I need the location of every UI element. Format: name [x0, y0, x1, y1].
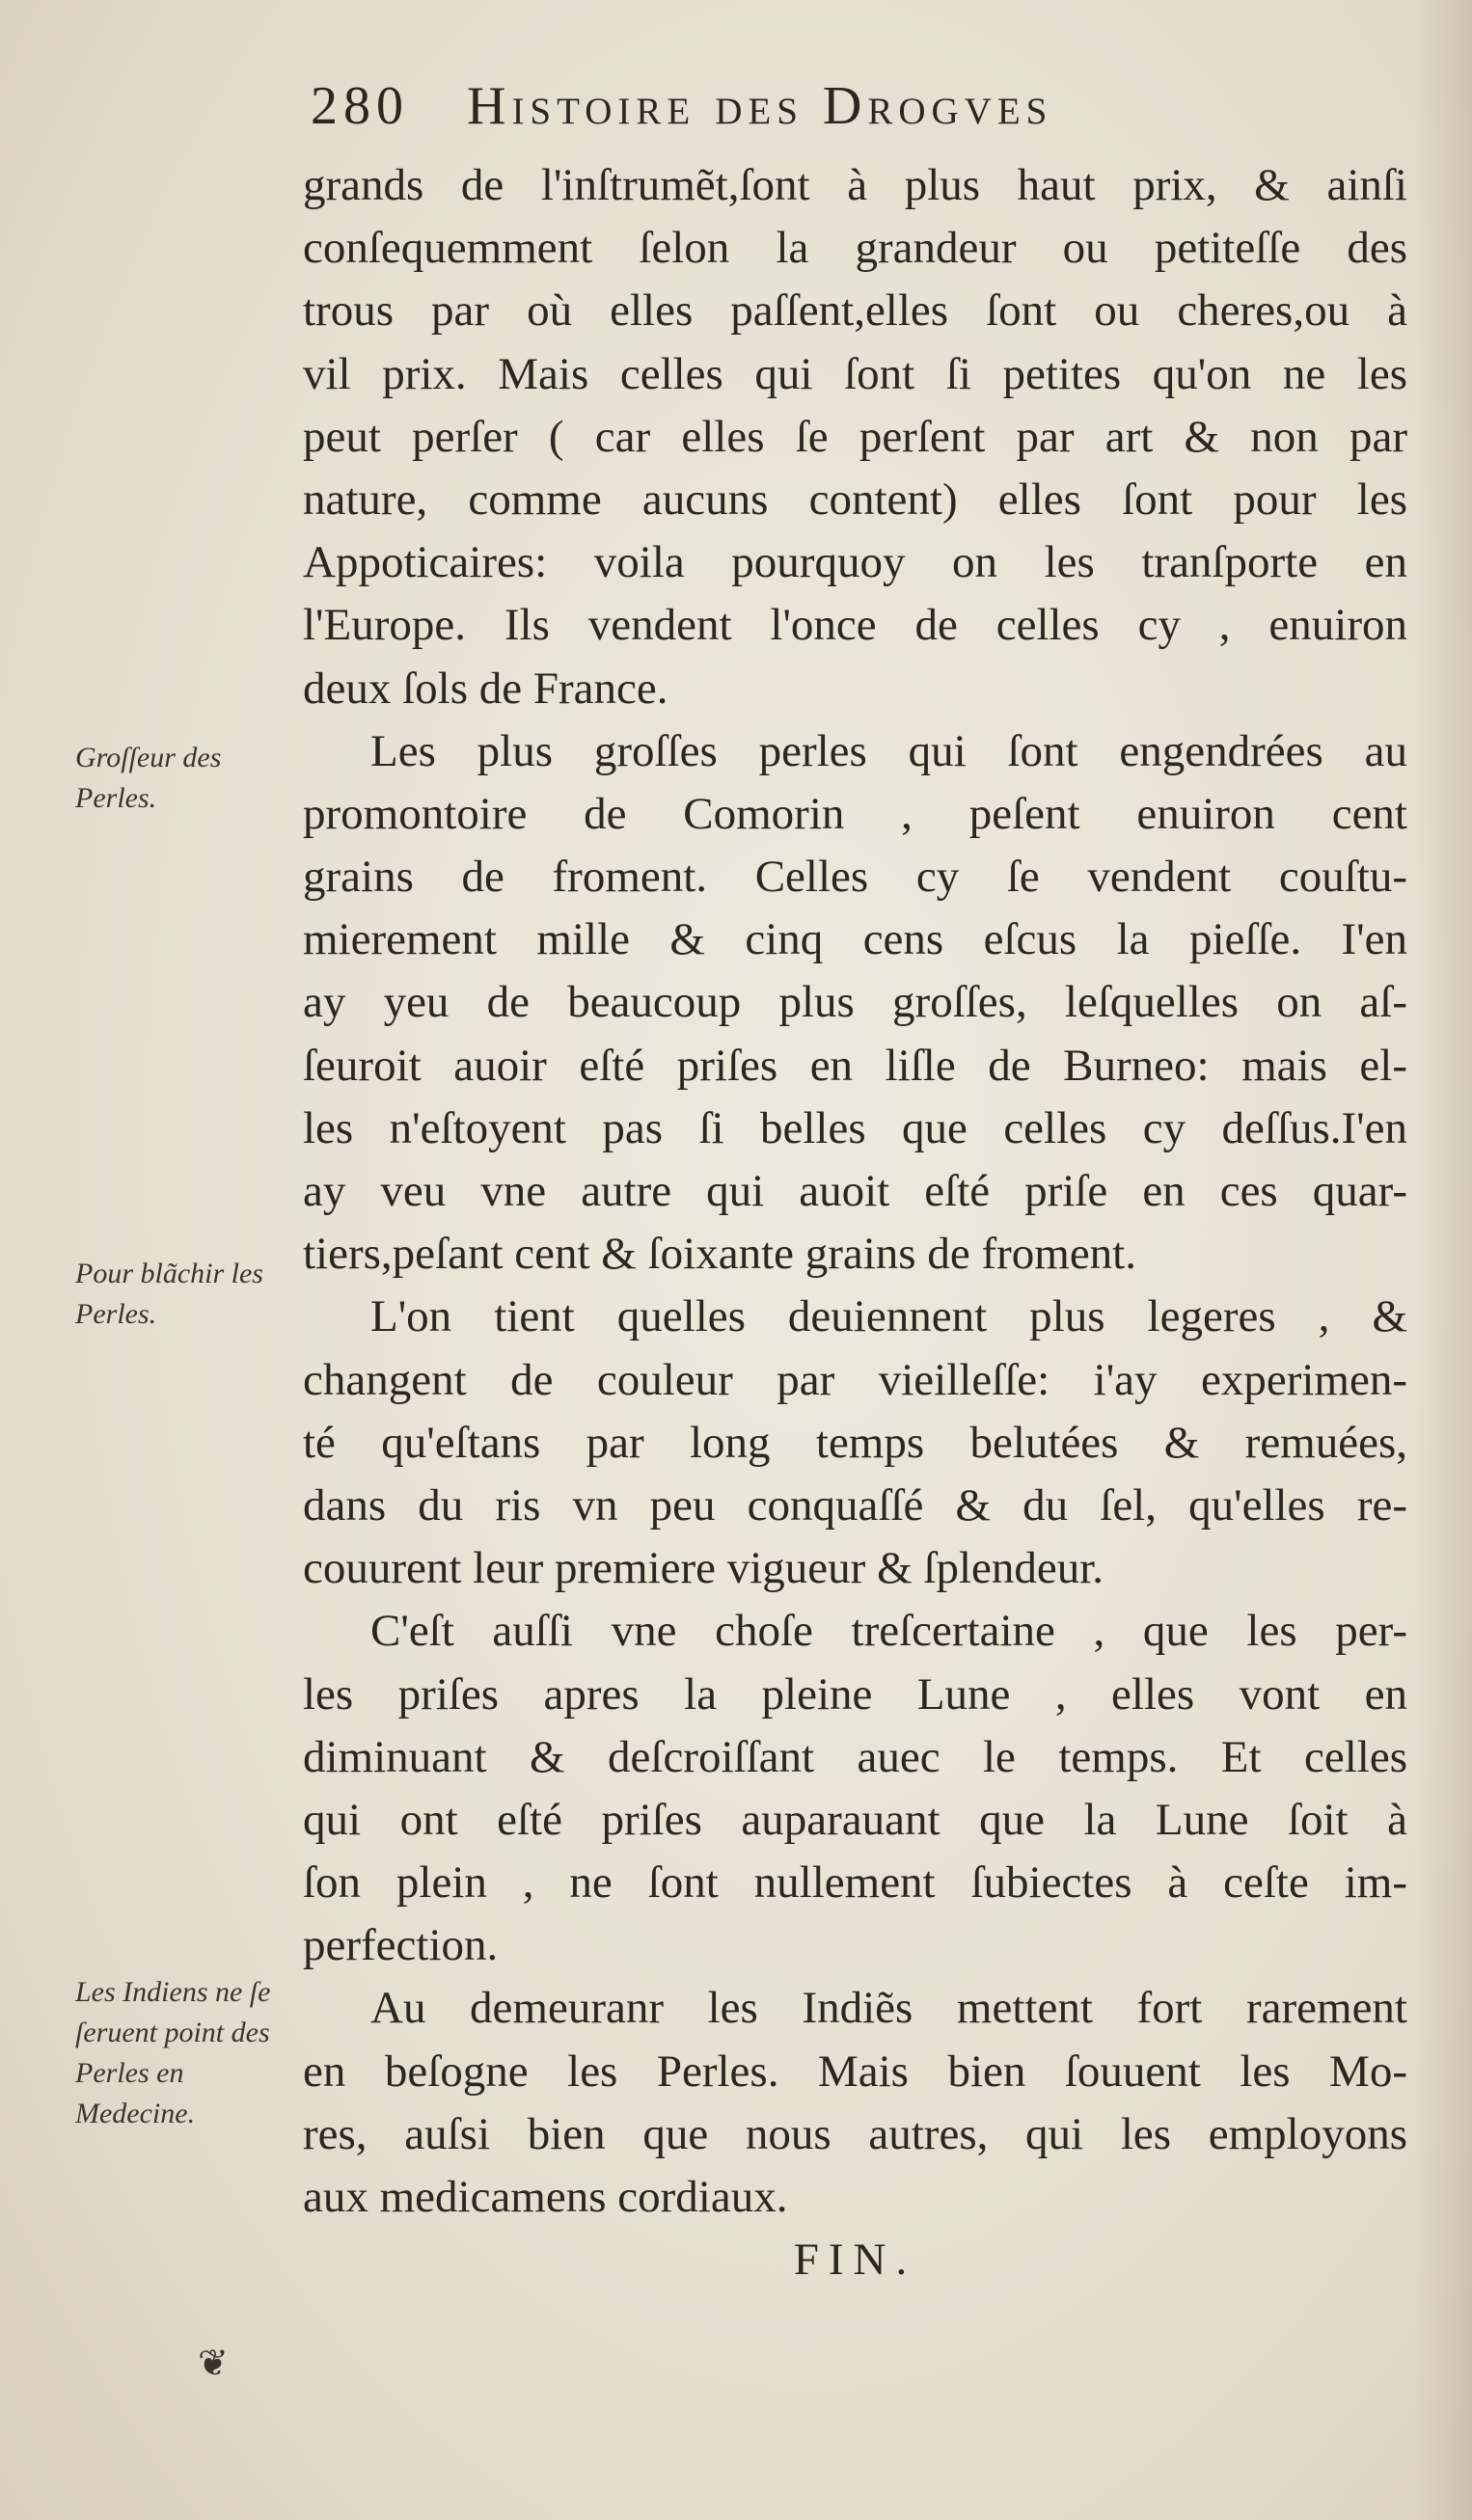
text-line: diminuant & deſcroiſſant auec le temps. Et celles	[303, 1731, 1407, 1782]
page-number: 280	[311, 76, 409, 136]
text-line: nature, comme aucuns content) elles ſont pour les	[303, 474, 1407, 525]
text-line: Au demeuranr les Indiẽs mettent fort rarement	[370, 1983, 1407, 2034]
text-line: ſon plein , ne ſont nullement ſubiectes à ceſte im-	[303, 1857, 1407, 1909]
text-line: ſeuroit auoir eſté priſes en liſle de Burneo: mais el-	[303, 1040, 1407, 1091]
text-line: perfection.	[303, 1920, 499, 1971]
text-line: ay veu vne autre qui auoit eſté priſe en ces quar-	[303, 1166, 1407, 1216]
text-line: tiers,peſant cent & ſoixante grains de froment.	[303, 1229, 1136, 1280]
text-line: l'Europe. Ils vendent l'once de celles cy , enuiron	[303, 600, 1407, 651]
text-line: les n'eſtoyent pas ſi belles que celles cy deſſus.I'en	[303, 1102, 1407, 1153]
text-line: Les plus groſſes perles qui ſont engendrées au	[370, 725, 1407, 776]
text-line: mierement mille & cinq cens eſcus la pieſſe. I'en	[303, 914, 1407, 965]
text-line: ay yeu de beaucoup plus groſſes, leſquelles on aſ-	[303, 977, 1407, 1028]
text-line: deux ſols de France.	[303, 663, 668, 714]
page-header	[311, 75, 1410, 137]
text-line: aux medicamens cordiaux.	[303, 2172, 788, 2222]
text-line: Appoticaires: voila pourquoy on les tranſporte en	[303, 537, 1407, 588]
closing-fin: FIN.	[793, 2235, 917, 2286]
fleuron-ornament-icon: ❦	[198, 2344, 229, 2384]
running-title: Histoire des Drogves	[467, 76, 1053, 136]
text-line: peut perſer ( car elles ſe perſent par art & non par	[303, 411, 1407, 462]
text-line: qui ont eſté priſes auparauant que la Lune ſoit à	[303, 1794, 1407, 1845]
text-line: grains de froment. Celles cy ſe vendent couſtu-	[303, 852, 1407, 903]
text-line: changent de couleur par vieilleſſe: i'ay experimen-	[303, 1354, 1407, 1405]
text-line: couurent leur premiere vigueur & ſplendeur.	[303, 1543, 1104, 1594]
text-line: en beſogne les Perles. Mais bien ſouuent les Mo-	[303, 2046, 1407, 2097]
text-line: L'on tient quelles deuiennent plus legeres , &	[370, 1291, 1407, 1342]
margin-note-blanchir: Pour blãchir les Perles.	[75, 1258, 263, 1330]
text-line: les priſes apres la pleine Lune , elles vont en	[303, 1668, 1407, 1720]
text-line: promontoire de Comorin , peſent enuiron cent	[303, 788, 1407, 839]
text-line: grands de l'inſtrumẽt,ſont à plus haut prix, & ainſi	[303, 160, 1407, 210]
margin-note-grosseur: Groſſeur des Perles.	[75, 742, 222, 814]
text-line: C'eſt auſſi vne choſe treſcertaine , que les per-	[370, 1606, 1407, 1657]
main-text	[303, 154, 1407, 2291]
text-line: res, auſsi bien que nous autres, qui les employons	[303, 2108, 1407, 2159]
text-line: trous par où elles paſſent,elles ſont ou cheres,ou à	[303, 285, 1407, 337]
text-line: té qu'eſtans par long temps belutées & remuées,	[303, 1417, 1407, 1468]
text-line: conſequemment ſelon la grandeur ou petiteſſe des	[303, 223, 1407, 274]
text-line: dans du ris vn peu conquaſſé & du ſel, qu'elles re-	[303, 1479, 1407, 1531]
page-gutter-shadow	[1414, 0, 1472, 2520]
margin-note-indiens: Les Indiens ne ſe ſeruent point des Perles en Medecine.	[75, 1976, 271, 2129]
text-line: vil prix. Mais celles qui ſont ſi petites qu'on ne les	[303, 348, 1407, 399]
